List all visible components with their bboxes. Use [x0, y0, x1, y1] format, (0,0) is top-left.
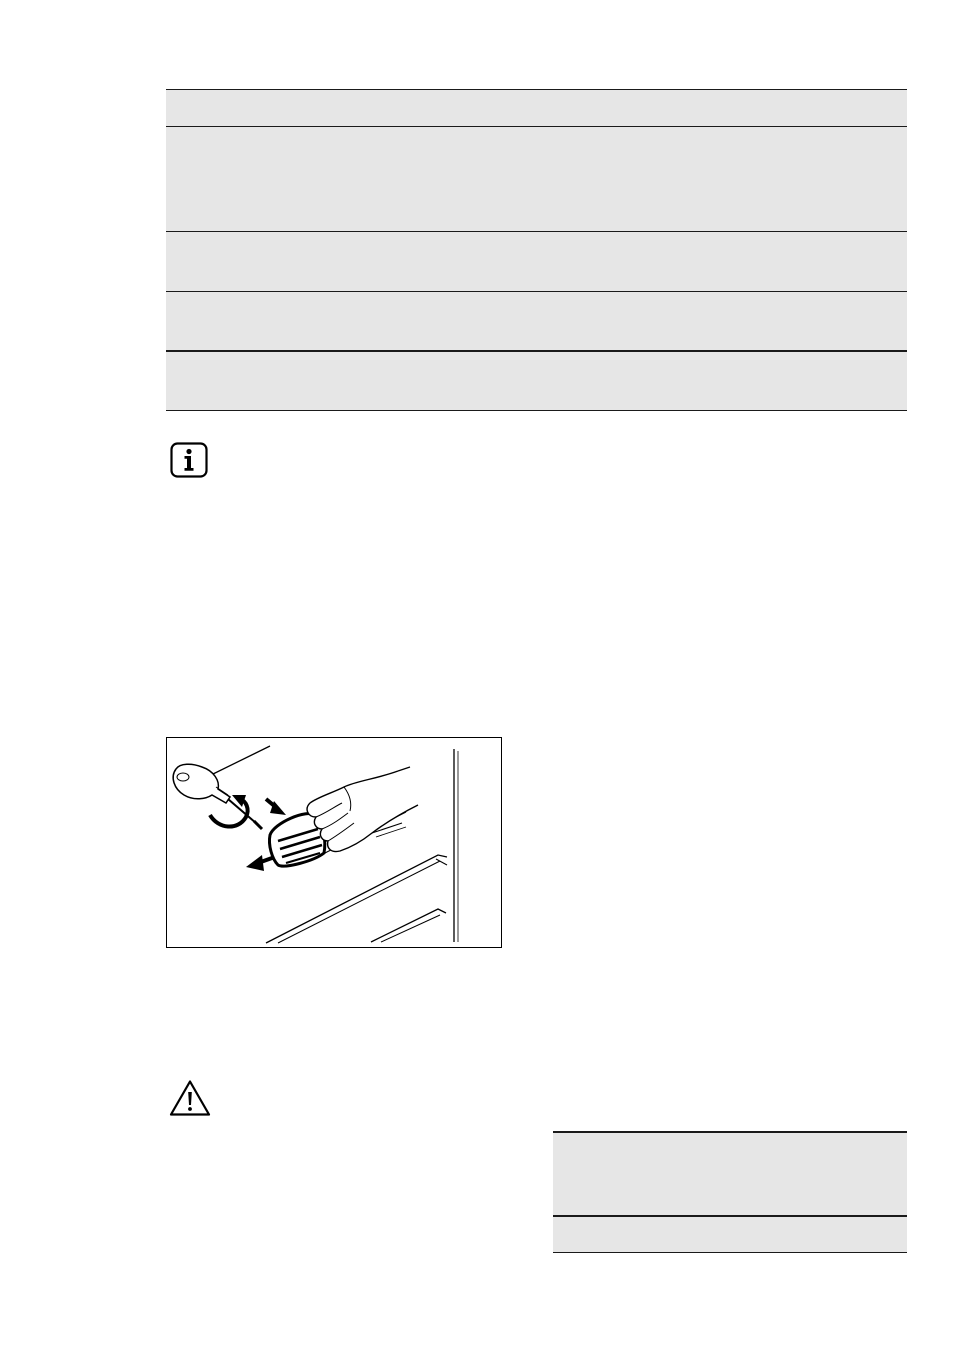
table-rule [553, 1252, 907, 1253]
warning-icon [169, 1079, 211, 1117]
technical-data-table [553, 1131, 907, 1253]
lamp-cover-illustration [166, 737, 502, 948]
table-rule [166, 126, 907, 127]
table-rule [553, 1215, 907, 1217]
table-row [166, 292, 907, 351]
table-rule [166, 410, 907, 411]
table-row [166, 232, 907, 291]
table-row [553, 1132, 907, 1215]
table-rule [166, 231, 907, 232]
table-row [553, 1217, 907, 1252]
table-rule [166, 89, 907, 90]
troubleshooting-table [166, 89, 907, 411]
table-header-row [166, 89, 907, 126]
table-row [166, 127, 907, 231]
table-row [166, 352, 907, 411]
info-icon [170, 442, 208, 478]
table-rule [166, 291, 907, 292]
table-rule [553, 1131, 907, 1133]
table-rule [166, 350, 907, 352]
